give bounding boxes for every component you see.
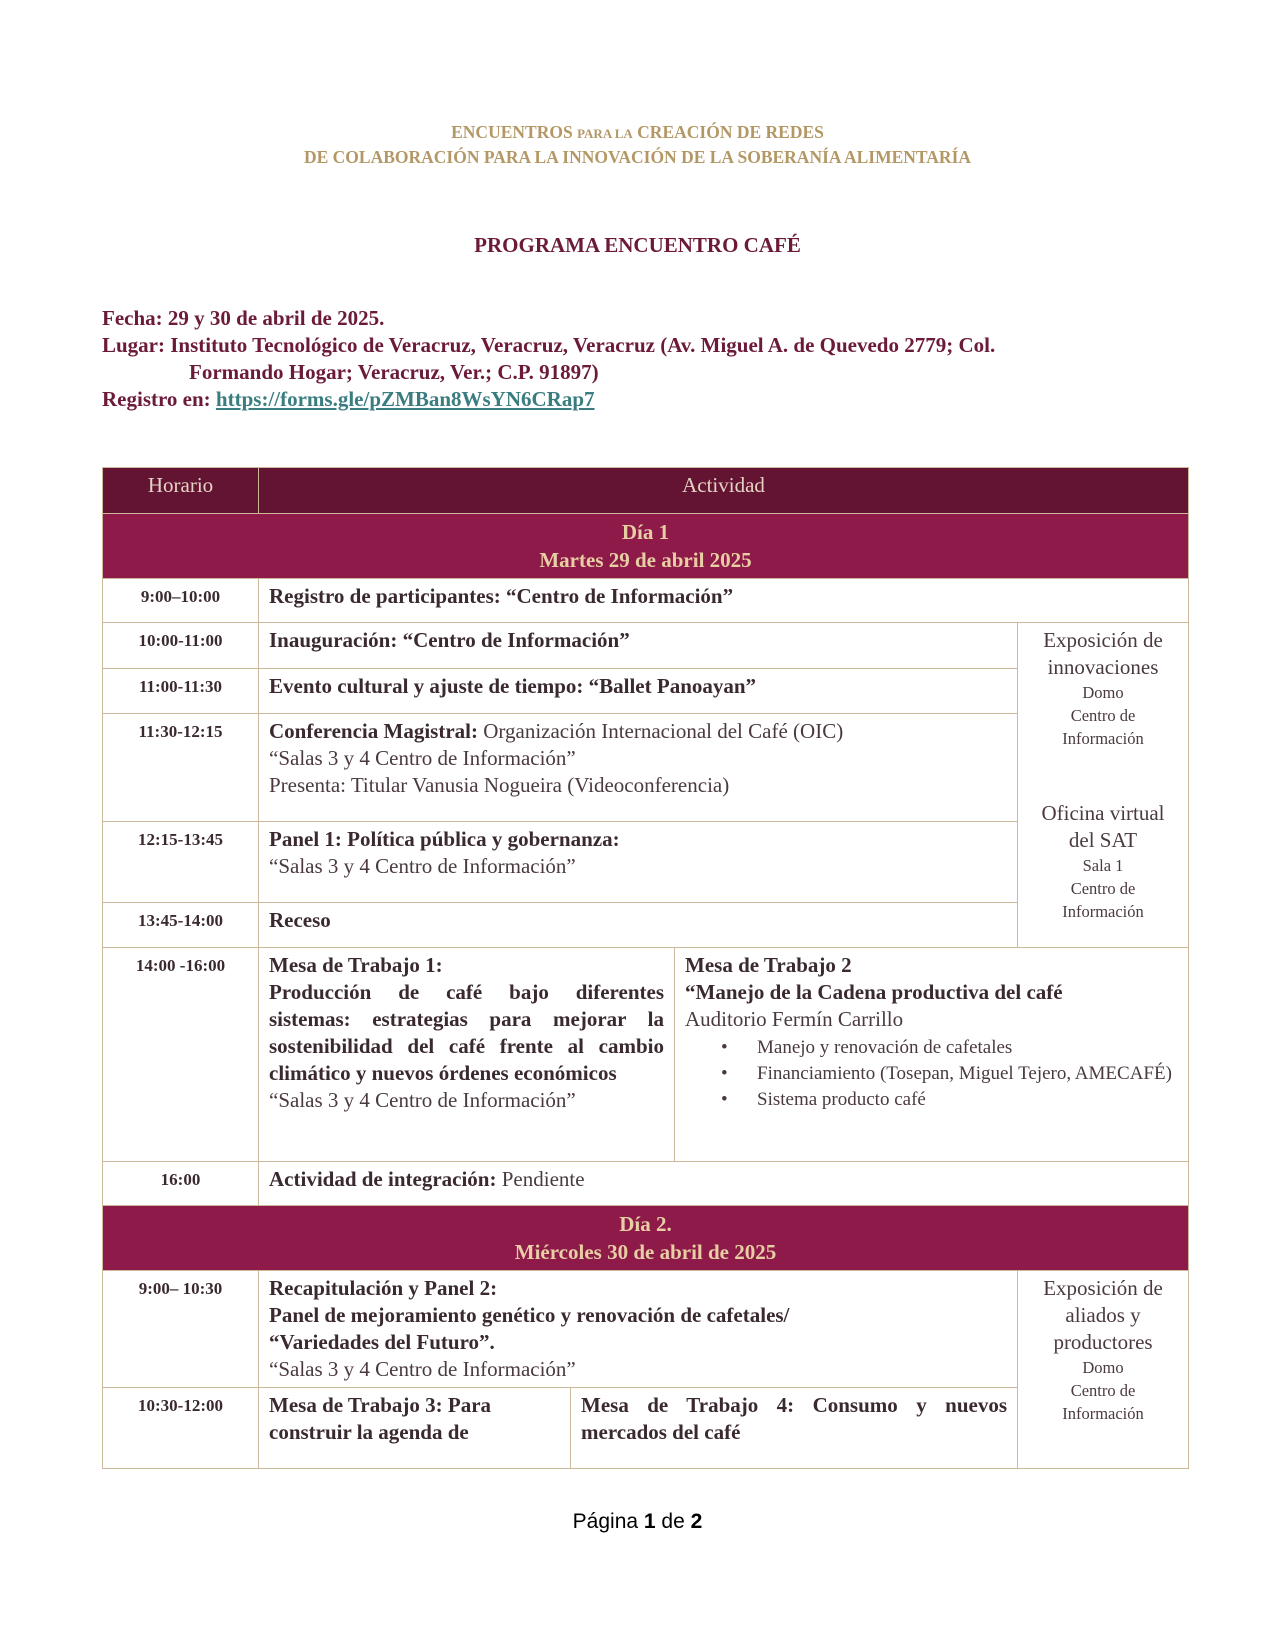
row-activity: Evento cultural y ajuste de tiempo: “Ballet Panoayan”: [259, 669, 1018, 714]
day1-date: Martes 29 de abril 2025: [539, 548, 752, 572]
registro-line: Registro en: https://forms.gle/pZMBan8WsYN6CRap7: [102, 387, 595, 411]
day2-label: Día 2.: [619, 1212, 672, 1236]
mesa-2-list: [685, 1035, 1178, 1113]
row-time: 11:00-11:30: [103, 669, 259, 714]
list-item: • Financiamiento (Tosepan, Miguel Tejero, AMECAFÉ): [757, 1061, 1178, 1087]
table-row: [103, 623, 1189, 669]
list-item: • Sistema producto café: [757, 1087, 1178, 1113]
list-item: • Manejo y renovación de cafetales: [757, 1035, 1178, 1061]
row-activity: Registro de participantes: “Centro de Información”: [259, 579, 1189, 623]
col-actividad: Actividad: [259, 468, 1189, 514]
row-time: 11:30-12:15: [103, 714, 259, 822]
day2-banner: [103, 1206, 1189, 1271]
mesa-4: Mesa de Trabajo 4: Consumo y nuevos mercados del café: [571, 1388, 1018, 1469]
row-time: 10:30-12:00: [103, 1388, 259, 1469]
side-exhibits-day1: Exposición de innovaciones Domo Centro de Información Oficina virtual del SAT Sala 1 Centro de Información: [1018, 623, 1189, 948]
row-activity: Conferencia Magistral: Organización Internacional del Café (OIC) “Salas 3 y 4 Centro de Información” Presenta: Titular Vanusia Nogueira (Videoconferencia): [259, 714, 1018, 822]
table-row: [103, 579, 1189, 623]
table-row: [103, 1162, 1189, 1206]
row-time: 14:00 -16:00: [103, 948, 259, 1162]
row-activity: Recapitulación y Panel 2: Panel de mejoramiento genético y renovación de cafetales/ “Variedades del Futuro”. “Salas 3 y 4 Centro de Información”: [259, 1271, 1018, 1388]
day1-label: Día 1: [621, 520, 670, 544]
day1-banner: [103, 514, 1189, 579]
row-time: 13:45-14:00: [103, 903, 259, 948]
day2-date: Miércoles 30 de abril de 2025: [514, 1240, 777, 1264]
table-header: [103, 468, 1189, 514]
fecha-line: Fecha: 29 y 30 de abril de 2025.: [102, 306, 385, 330]
lugar-line-2: Formando Hogar; Veracruz, Ver.; C.P. 91897): [189, 360, 599, 384]
row-activity: Inauguración: “Centro de Información”: [259, 623, 1018, 669]
row-time: 9:00– 10:30: [103, 1271, 259, 1388]
header-line-1: ENCUENTROS PARA LA CREACIÓN DE REDES: [451, 122, 824, 142]
mesa-3: Mesa de Trabajo 3: Para construir la agenda de: [259, 1388, 571, 1469]
row-time: 12:15-13:45: [103, 822, 259, 903]
side-exhibits-day2: Exposición de aliados y productores Domo Centro de Información: [1018, 1271, 1189, 1469]
page-footer: Página 1 de 2: [572, 1510, 703, 1533]
page-title: PROGRAMA ENCUENTRO CAFÉ: [474, 233, 801, 257]
header-line-2: DE COLABORACIÓN PARA LA INNOVACIÓN DE LA SOBERANÍA ALIMENTARÍA: [303, 147, 972, 167]
mesa-1: Mesa de Trabajo 1: Producción de café bajo diferentes sistemas: estrategias para mejorar la sostenibilidad del café frente al cambio climático y nuevos órdenes económicos “Salas 3 y 4 Centro de Información”: [259, 948, 675, 1162]
lugar-line: Lugar: Instituto Tecnológico de Veracruz, Veracruz, Veracruz (Av. Miguel A. de Quevedo 2779; Col.: [102, 333, 996, 357]
row-time: 10:00-11:00: [103, 623, 259, 669]
row-time: 9:00–10:00: [103, 579, 259, 623]
row-activity: Panel 1: Política pública y gobernanza: “Salas 3 y 4 Centro de Información”: [259, 822, 1018, 903]
registro-link[interactable]: https://forms.gle/pZMBan8WsYN6CRap7: [215, 387, 595, 411]
table-row: [103, 1271, 1189, 1388]
mesa-2: Mesa de Trabajo 2 “Manejo de la Cadena productiva del café Auditorio Fermín Carrillo • Manejo y renovación de cafetales • Financiamiento (Tosepan, Miguel Tejero, AMECAFÉ) • Sistema producto café: [675, 948, 1189, 1162]
row-activity: Receso: [259, 903, 1018, 948]
row-activity: Actividad de integración: Pendiente: [259, 1162, 1189, 1206]
program-table: [102, 467, 1189, 1469]
table-row: [103, 948, 1189, 1162]
row-time: 16:00: [103, 1162, 259, 1206]
col-horario: Horario: [103, 468, 259, 514]
